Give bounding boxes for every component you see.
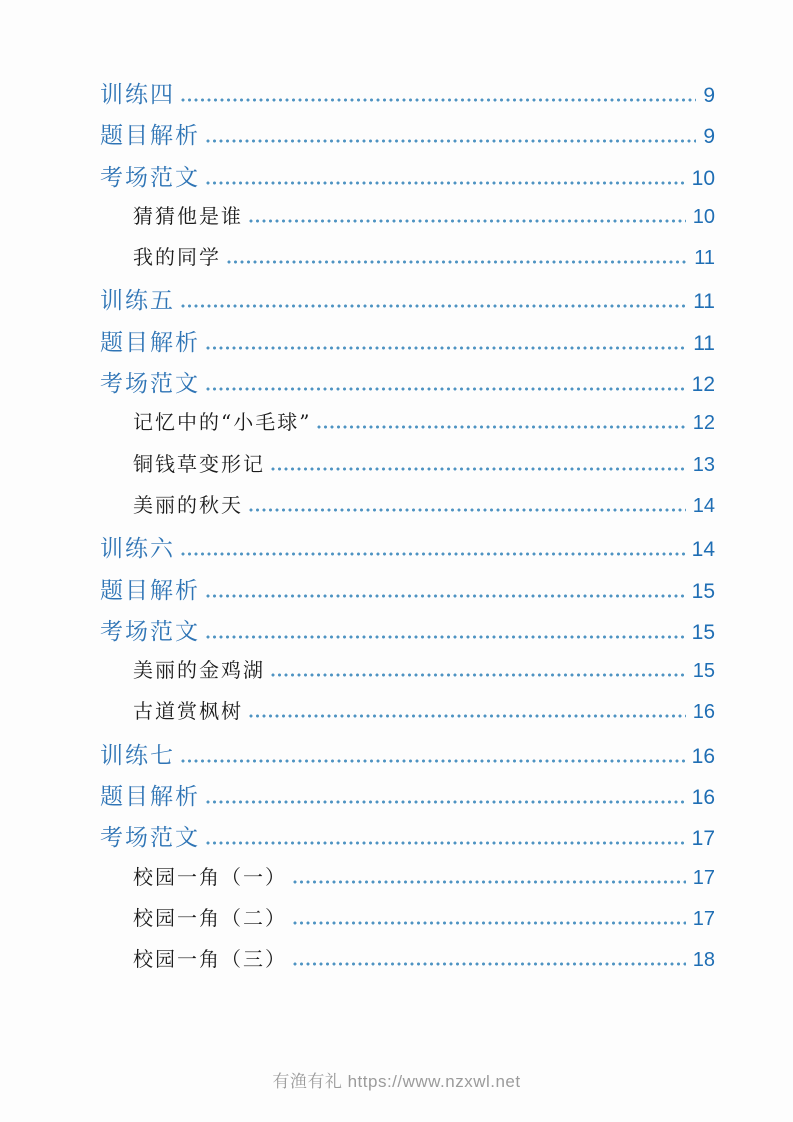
dot-leader (181, 98, 696, 102)
dot-leader (271, 467, 686, 471)
toc-entry-4[interactable] (100, 200, 715, 241)
dot-leader (206, 139, 696, 143)
toc-entry-page-number: 17 (692, 866, 715, 889)
toc-entry-18[interactable] (100, 778, 715, 819)
toc-entry-page-number: 16 (691, 744, 715, 768)
toc-entry-title: 考场范文 (100, 164, 200, 191)
dot-leader (249, 508, 686, 512)
toc-entry-page-number: 16 (691, 786, 715, 810)
dot-leader (181, 304, 686, 308)
toc-entry-6[interactable] (100, 282, 715, 323)
toc-entry-title: 题目解析 (100, 577, 200, 604)
dot-leader (249, 219, 686, 223)
toc-entry-title: 猜猜他是谁 (133, 203, 243, 228)
toc-entry-page-number: 17 (691, 827, 715, 851)
toc-entry-19[interactable] (100, 819, 715, 860)
dot-leader (293, 921, 686, 925)
toc-entry-title: 训练四 (100, 82, 175, 108)
table-of-contents (100, 76, 715, 985)
toc-entry-22[interactable] (100, 943, 715, 984)
toc-entry-page-number: 12 (691, 373, 715, 397)
dot-leader (293, 962, 686, 966)
toc-entry-page-number: 9 (703, 84, 715, 107)
toc-entry-page-number: 11 (693, 331, 715, 355)
toc-entry-page-number: 18 (692, 949, 715, 972)
dot-leader (249, 714, 686, 718)
toc-entry-title: 铜钱草变形记 (133, 451, 265, 476)
toc-entry-12[interactable] (100, 530, 715, 571)
dot-leader (271, 673, 686, 677)
toc-entry-title: 校园一角（一） (133, 864, 287, 889)
dot-leader (206, 800, 685, 804)
toc-entry-title: 题目解析 (100, 329, 200, 356)
toc-entry-page-number: 15 (691, 579, 715, 603)
toc-entry-5[interactable] (100, 241, 715, 282)
toc-entry-title: 训练六 (100, 536, 175, 563)
toc-entry-1[interactable] (100, 76, 715, 117)
toc-entry-title: 美丽的秋天 (133, 492, 243, 517)
toc-entry-20[interactable] (100, 861, 715, 902)
toc-entry-title: 记忆中的“小毛球” (133, 410, 312, 435)
toc-entry-page-number: 11 (693, 290, 715, 314)
toc-entry-21[interactable] (100, 902, 715, 943)
toc-entry-page-number: 10 (691, 166, 715, 190)
toc-entry-page-number: 15 (691, 620, 715, 644)
toc-entry-7[interactable] (100, 324, 715, 365)
dot-leader (317, 425, 685, 429)
toc-entry-title: 古道赏枫树 (133, 699, 243, 724)
dot-leader (206, 387, 685, 391)
toc-entry-3[interactable] (100, 159, 715, 200)
toc-entry-16[interactable] (100, 695, 715, 736)
toc-entry-9[interactable] (100, 406, 715, 447)
toc-entry-11[interactable] (100, 489, 715, 530)
toc-entry-page-number: 10 (692, 205, 715, 228)
toc-entry-title: 考场范文 (100, 371, 200, 398)
toc-entry-title: 考场范文 (100, 825, 200, 852)
toc-entry-page-number: 9 (703, 125, 715, 149)
toc-entry-title: 我的同学 (133, 245, 221, 270)
toc-entry-title: 训练五 (100, 288, 175, 315)
toc-entry-title: 美丽的金鸡湖 (133, 658, 265, 683)
dot-leader (206, 346, 686, 350)
dot-leader (206, 841, 685, 845)
dot-leader (206, 181, 685, 185)
toc-entry-17[interactable] (100, 737, 715, 778)
toc-entry-page-number: 14 (692, 494, 715, 517)
toc-entry-15[interactable] (100, 654, 715, 695)
toc-entry-page-number: 12 (692, 412, 715, 435)
toc-entry-title: 训练七 (100, 742, 175, 769)
dot-leader (181, 759, 685, 763)
toc-entry-title: 校园一角（二） (133, 905, 287, 930)
toc-entry-title: 题目解析 (100, 784, 200, 811)
toc-entry-title: 题目解析 (100, 123, 200, 150)
dot-leader (206, 635, 685, 639)
footer-watermark: 有渔有礼 https://www.nzxwl.net (272, 1072, 521, 1091)
toc-entry-page-number: 13 (692, 453, 715, 476)
toc-entry-page-number: 16 (692, 701, 715, 724)
toc-entry-13[interactable] (100, 572, 715, 613)
toc-entry-8[interactable] (100, 365, 715, 406)
toc-entry-page-number: 14 (691, 538, 715, 562)
dot-leader (227, 260, 687, 264)
toc-entry-page-number: 17 (692, 907, 715, 930)
dot-leader (293, 880, 686, 884)
toc-entry-title: 考场范文 (100, 618, 200, 645)
toc-entry-14[interactable] (100, 613, 715, 654)
dot-leader (206, 594, 685, 598)
toc-entry-10[interactable] (100, 448, 715, 489)
toc-entry-2[interactable] (100, 117, 715, 158)
toc-entry-title: 校园一角（三） (133, 947, 287, 972)
toc-entry-page-number: 15 (692, 660, 715, 683)
toc-entry-page-number: 11 (694, 247, 715, 270)
dot-leader (181, 552, 685, 556)
